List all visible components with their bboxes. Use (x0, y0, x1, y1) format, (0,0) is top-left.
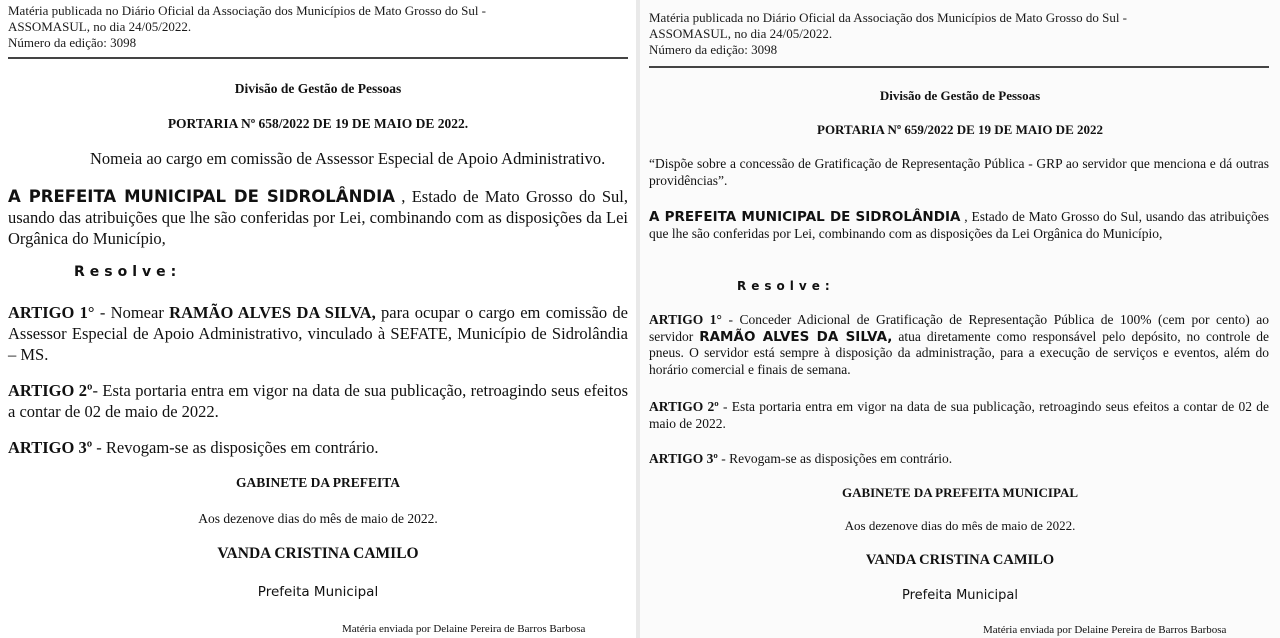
division-title: Divisão de Gestão de Pessoas (879, 88, 1041, 103)
article-3-text: - Revogam-se as disposições em contrário. (92, 438, 379, 457)
header-line-2: ASSOMASUL, no dia 24/05/2022. (8, 19, 192, 34)
ementa: Nomeia ao cargo em comissão de Assessor Especial de Apoio Administrativo. (90, 149, 606, 168)
article-1-text: para ocupar o cargo em comissão de Assessor Especial de Apoio Administrativo, vinculado à SEFATE, Município de Sidrolândia – MS. (8, 303, 629, 364)
gabinete-heading: GABINETE DA PREFEITA (235, 475, 401, 490)
article-1 (8, 302, 628, 365)
gabinete-heading: GABINETE DA PREFEITA MUNICIPAL (841, 485, 1079, 500)
preamble-lead: A PREFEITA MUNICIPAL DE SIDROLÂNDIA (649, 209, 961, 225)
publication-header (8, 3, 486, 51)
article-1-name: RAMÃO ALVES DA SILVA, (169, 303, 376, 322)
preamble (649, 209, 1269, 242)
date-line: Aos dezenove dias do mês de maio de 2022. (198, 511, 438, 526)
signer-name: VANDA CRISTINA CAMILO (217, 545, 419, 562)
article-1-label: ARTIGO 1° (649, 312, 722, 327)
header-rule (649, 66, 1269, 68)
edition-number: Número da edição: 3098 (8, 35, 137, 50)
article-3-label: ARTIGO 3º (649, 451, 718, 466)
publication-header (649, 10, 1127, 58)
article-3 (8, 437, 628, 458)
article-2-text: - Esta portaria entra em vigor na data de sua publicação, retroagindo seus efeitos a contar de 02 de maio de 2022. (649, 399, 1269, 431)
preamble-text: , Estado de Mato Grosso do Sul, usando das atribuições que lhe são conferidas por Lei, combinando com as disposições da Lei Orgânica do Município, (8, 187, 628, 248)
signer-role: Prefeita Municipal (257, 584, 379, 600)
document-left (0, 0, 636, 638)
header-line-1: Matéria publicada no Diário Oficial da Associação dos Municípios de Mato Grosso do Sul - (649, 10, 1128, 25)
header-rule (8, 57, 628, 59)
division-title: Divisão de Gestão de Pessoas (234, 81, 402, 96)
signer-name: VANDA CRISTINA CAMILO (865, 552, 1055, 568)
ementa: “Dispõe sobre a concessão de Gratificação de Representação Pública - GRP ao servidor que menciona e dá outras providências”. (649, 156, 1269, 188)
sent-by: Matéria enviada por Delaine Pereira de Barros Barbosa (983, 624, 1227, 636)
resolve-heading: Resolve: (74, 264, 182, 280)
date-line: Aos dezenove dias do mês de maio de 2022. (844, 518, 1076, 533)
article-3 (649, 451, 1269, 468)
article-2-text: - Esta portaria entra em vigor na data de sua publicação, retroagindo seus efeitos a contar de 02 de maio de 2022. (8, 381, 628, 421)
document-right (640, 0, 1280, 638)
article-1 (649, 312, 1269, 378)
article-2-label: ARTIGO 2º (649, 399, 719, 414)
preamble (8, 186, 628, 249)
article-1-label: ARTIGO 1° (8, 303, 95, 322)
edition-number: Número da edição: 3098 (649, 42, 778, 57)
article-2 (649, 399, 1269, 432)
preamble-text: , Estado de Mato Grosso do Sul, usando das atribuições que lhe são conferidas por Lei, combinando com as disposições da Lei Orgânica do Município, (649, 209, 1269, 241)
resolve-heading: Resolve: (737, 279, 835, 293)
article-2 (8, 380, 628, 422)
sent-by: Matéria enviada por Delaine Pereira de Barros Barbosa (342, 623, 586, 635)
article-1-name: RAMÃO ALVES DA SILVA, (699, 328, 893, 345)
portaria-title: PORTARIA Nº 659/2022 DE 19 DE MAIO DE 2022 (817, 122, 1103, 137)
article-1-intro: - Nomear (94, 303, 170, 322)
header-line-2: ASSOMASUL, no dia 24/05/2022. (649, 26, 833, 41)
article-1-intro: - Conceder Adicional de Gratificação de Representação Pública de 100% (cem por cento) ao servidor (649, 312, 1269, 344)
portaria-title: PORTARIA Nº 658/2022 DE 19 DE MAIO DE 2022. (167, 116, 469, 131)
article-2-label: ARTIGO 2º (8, 381, 93, 400)
article-3-text: - Revogam-se as disposições em contrário. (717, 451, 953, 466)
signer-role: Prefeita Municipal (902, 588, 1018, 603)
header-line-1: Matéria publicada no Diário Oficial da Associação dos Municípios de Mato Grosso do Sul - (8, 3, 487, 18)
article-3-label: ARTIGO 3º (8, 438, 93, 457)
preamble-lead: A PREFEITA MUNICIPAL DE SIDROLÂNDIA (8, 187, 395, 206)
article-1-text: atua diretamente como responsável pelo depósito, no controle de pneus. O servidor está sempre à disposição da administração, para a execução de serviços e eventos, além do horário comercial e finais de semana. (649, 328, 1269, 377)
